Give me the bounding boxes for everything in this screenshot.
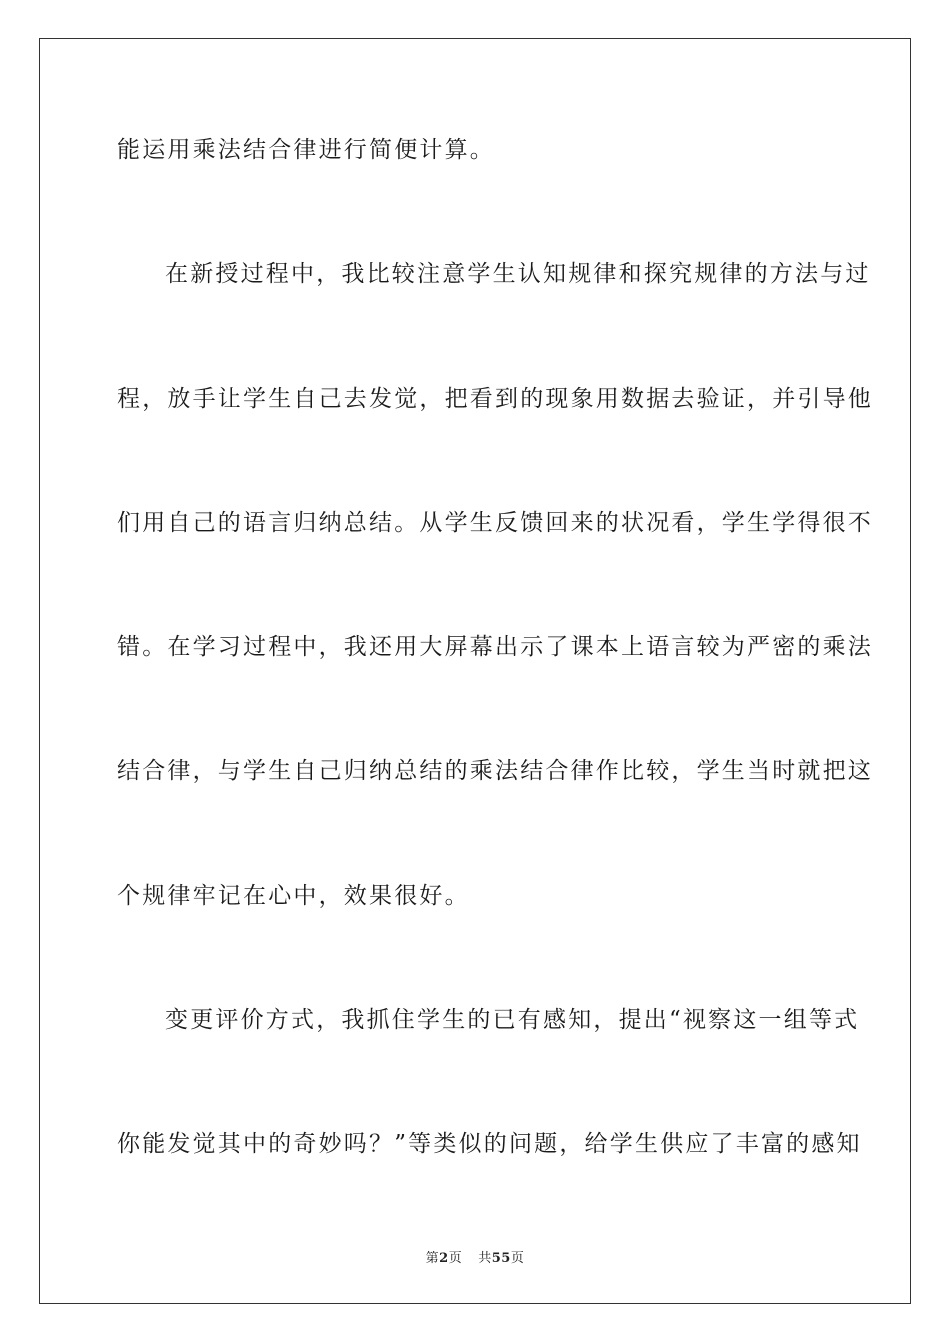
paragraph-line-7: 个规律牢记在心中，效果很好。 — [117, 883, 470, 909]
paragraph-line-4: 们用自己的语言归纳总结。从学生反馈回来的状况看，学生学得很不 — [117, 510, 873, 536]
total-prefix: 共 — [478, 1251, 492, 1266]
total-suffix: 页 — [510, 1251, 525, 1266]
paragraph-line-5: 错。在学习过程中，我还用大屏幕出示了课本上语言较为严密的乘法 — [117, 634, 873, 660]
paragraph-line-6: 结合律，与学生自己归纳总结的乘法结合律作比较，学生当时就把这 — [117, 758, 873, 784]
page-border — [39, 38, 911, 1304]
page-footer — [0, 1247, 950, 1266]
page-prefix: 第 — [425, 1251, 440, 1266]
paragraph-line-1: 能运用乘法结合律进行简便计算。 — [117, 137, 495, 163]
paragraph-line-3: 程，放手让学生自己去发觉，把看到的现象用数据去验证，并引导他 — [117, 386, 873, 412]
page-suffix: 页 — [448, 1251, 463, 1266]
paragraph-line-9: 你能发觉其中的奇妙吗？”等类似的问题，给学生供应了丰富的感知 — [117, 1131, 862, 1157]
paragraph-line-8: 变更评价方式，我抓住学生的已有感知，提出“视察这一组等式 — [165, 1007, 860, 1033]
total-pages: 55 — [491, 1251, 511, 1266]
page-number: 2 — [439, 1251, 449, 1266]
paragraph-line-2: 在新授过程中，我比较注意学生认知规律和探究规律的方法与过 — [165, 261, 871, 287]
